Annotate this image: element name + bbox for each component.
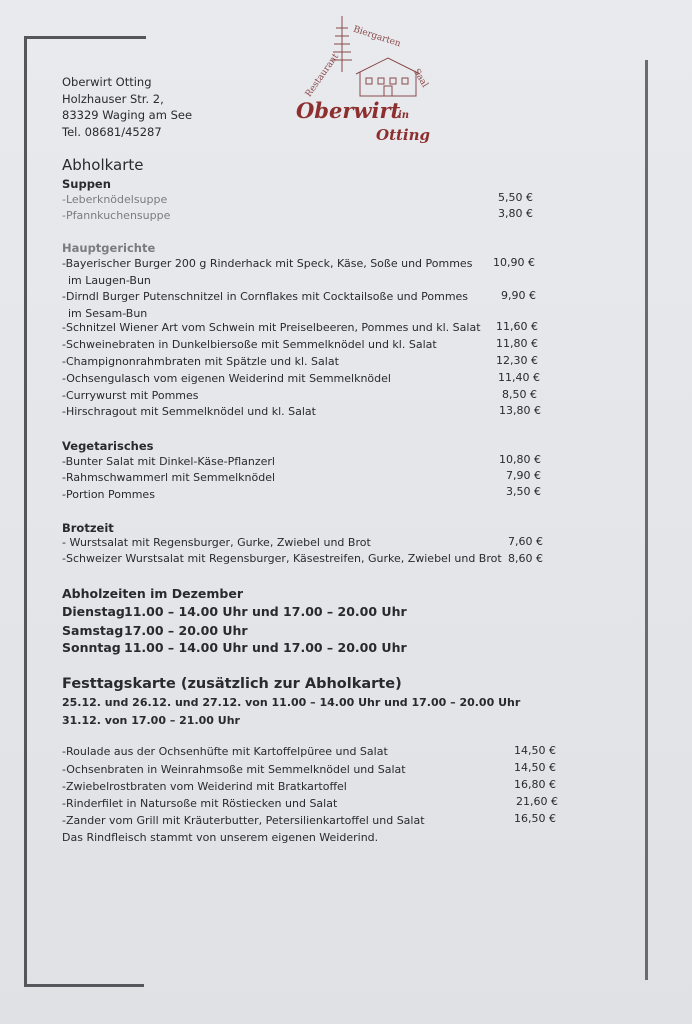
menu-item-name: -Currywurst mit Pommes: [62, 389, 199, 402]
menu-item-price: 7,90 €: [506, 469, 541, 482]
menu-item-name: -Pfannkuchensuppe: [62, 209, 171, 222]
menu-item-price: 11,60 €: [496, 320, 538, 333]
menu-item-name-continued: im Sesam-Bun: [68, 307, 148, 320]
menu-item-name: -Hirschragout mit Semmelknödel und kl. Salat: [62, 405, 316, 418]
menu-item-name: -Portion Pommes: [62, 488, 155, 501]
menu-item-name: -Schweinebraten in Dunkelbiersoße mit Semmelknödel und kl. Salat: [62, 338, 437, 351]
menu-item-price: 7,60 €: [508, 535, 543, 548]
address-city: 83329 Waging am See: [62, 108, 193, 122]
pickup-hours: 11.00 – 14.00 Uhr und 17.00 – 20.00 Uhr: [124, 604, 407, 619]
frame-top-border: [24, 36, 146, 39]
logo-otting-text: Otting: [376, 126, 431, 144]
menu-item-name: -Zander vom Grill mit Kräuterbutter, Petersilienkartoffel und Salat: [62, 814, 425, 827]
menu-item-name: - Wurstsalat mit Regensburger, Gurke, Zwiebel und Brot: [62, 536, 371, 549]
menu-item-price: 3,80 €: [498, 207, 533, 220]
menu-item-price: 8,60 €: [508, 552, 543, 565]
frame-bottom-border: [24, 984, 144, 987]
menu-item-price: 9,90 €: [501, 289, 536, 302]
menu-item-price: 14,50 €: [514, 744, 556, 757]
section-heading-hauptgerichte: Hauptgerichte: [62, 241, 156, 255]
menu-item-price: 16,50 €: [514, 812, 556, 825]
logo-oberwirt-text: Oberwirt: [296, 98, 401, 123]
menu-item-name: -Bayerischer Burger 200 g Rinderhack mit Speck, Käse, Soße und Pommes: [62, 257, 473, 270]
pickup-day: Samstag: [62, 623, 124, 638]
pickup-day: Dienstag: [62, 604, 125, 619]
menu-item-name: -Rinderfilet in Natursoße mit Röstiecken und Salat: [62, 797, 338, 810]
menu-item-name: -Roulade aus der Ochsenhüfte mit Kartoffelpüree und Salat: [62, 745, 388, 758]
pickup-times-heading: Abholzeiten im Dezember: [62, 586, 244, 601]
menu-item-price: 5,50 €: [498, 191, 533, 204]
logo-restaurant-text: Restaurant: [303, 51, 342, 100]
menu-item-price: 11,80 €: [496, 337, 538, 350]
section-heading-suppen: Suppen: [62, 177, 111, 191]
menu-item-price: 11,40 €: [498, 371, 540, 384]
menu-item-price: 12,30 €: [496, 354, 538, 367]
menu-item-price: 13,80 €: [499, 404, 541, 417]
logo-biergarten-text: Biergarten: [351, 24, 402, 50]
menu-item-name-continued: im Laugen-Bun: [68, 274, 151, 287]
restaurant-address: [62, 74, 192, 140]
menu-item-price: 21,60 €: [516, 795, 558, 808]
address-phone: Tel. 08681/45287: [62, 124, 162, 139]
menu-item-price: 8,50 €: [502, 388, 537, 401]
address-name: Oberwirt Otting: [62, 75, 152, 89]
menu-item-name: -Bunter Salat mit Dinkel-Käse-Pflanzerl: [62, 455, 275, 468]
menu-item-price: 14,50 €: [514, 761, 556, 774]
menu-item-name: -Champignonrahmbraten mit Spätzle und kl. Salat: [62, 355, 339, 368]
logo-in-text: in: [398, 110, 410, 121]
logo-saal-text: Saal: [410, 67, 430, 90]
frame-left-border: [24, 36, 27, 986]
oberwirt-logo: [280, 14, 450, 154]
address-street: Holzhauser Str. 2,: [62, 91, 164, 106]
beef-origin-note: Das Rindfleisch stammt von unserem eigenen Weiderind.: [62, 831, 379, 844]
pickup-day: Sonntag: [62, 640, 121, 655]
section-heading-brotzeit: Brotzeit: [62, 521, 114, 535]
menu-item-name: -Leberknödelsuppe: [62, 193, 168, 206]
menu-item-name: -Dirndl Burger Putenschnitzel in Cornflakes mit Cocktailsoße und Pommes: [62, 290, 469, 303]
menu-item-price: 16,80 €: [514, 778, 556, 791]
menu-item-name: -Schweizer Wurstsalat mit Regensburger, Käsestreifen, Gurke, Zwiebel und Brot: [62, 552, 502, 565]
pickup-hours: 11.00 – 14.00 Uhr und 17.00 – 20.00 Uhr: [124, 640, 407, 655]
holiday-dates-line: 31.12. von 17.00 – 21.00 Uhr: [62, 714, 240, 727]
holiday-dates-line: 25.12. und 26.12. und 27.12. von 11.00 – 14.00 Uhr und 17.00 – 20.00 Uhr: [62, 696, 521, 709]
inn-building-icon: [356, 58, 420, 96]
menu-item-name: -Ochsengulasch vom eigenen Weiderind mit Semmelknödel: [62, 372, 391, 385]
menu-item-price: 3,50 €: [506, 485, 541, 498]
frame-right-border: [645, 60, 648, 980]
section-heading-vegetarisches: Vegetarisches: [62, 439, 154, 453]
pickup-hours: 17.00 – 20.00 Uhr: [124, 623, 248, 638]
menu-item-price: 10,80 €: [499, 453, 541, 466]
menu-item-name: -Rahmschwammerl mit Semmelknödel: [62, 471, 276, 484]
holiday-menu-heading: Festtagskarte (zusätzlich zur Abholkarte): [62, 676, 402, 692]
menu-item-name: -Ochsenbraten in Weinrahmsoße mit Semmelknödel und Salat: [62, 763, 406, 776]
menu-item-name: -Zwiebelrostbraten vom Weiderind mit Bratkartoffel: [62, 780, 347, 793]
menu-item-name: -Schnitzel Wiener Art vom Schwein mit Preiselbeeren, Pommes und kl. Salat: [62, 321, 481, 334]
menu-item-price: 10,90 €: [493, 256, 535, 269]
menu-title: Abholkarte: [62, 156, 144, 174]
